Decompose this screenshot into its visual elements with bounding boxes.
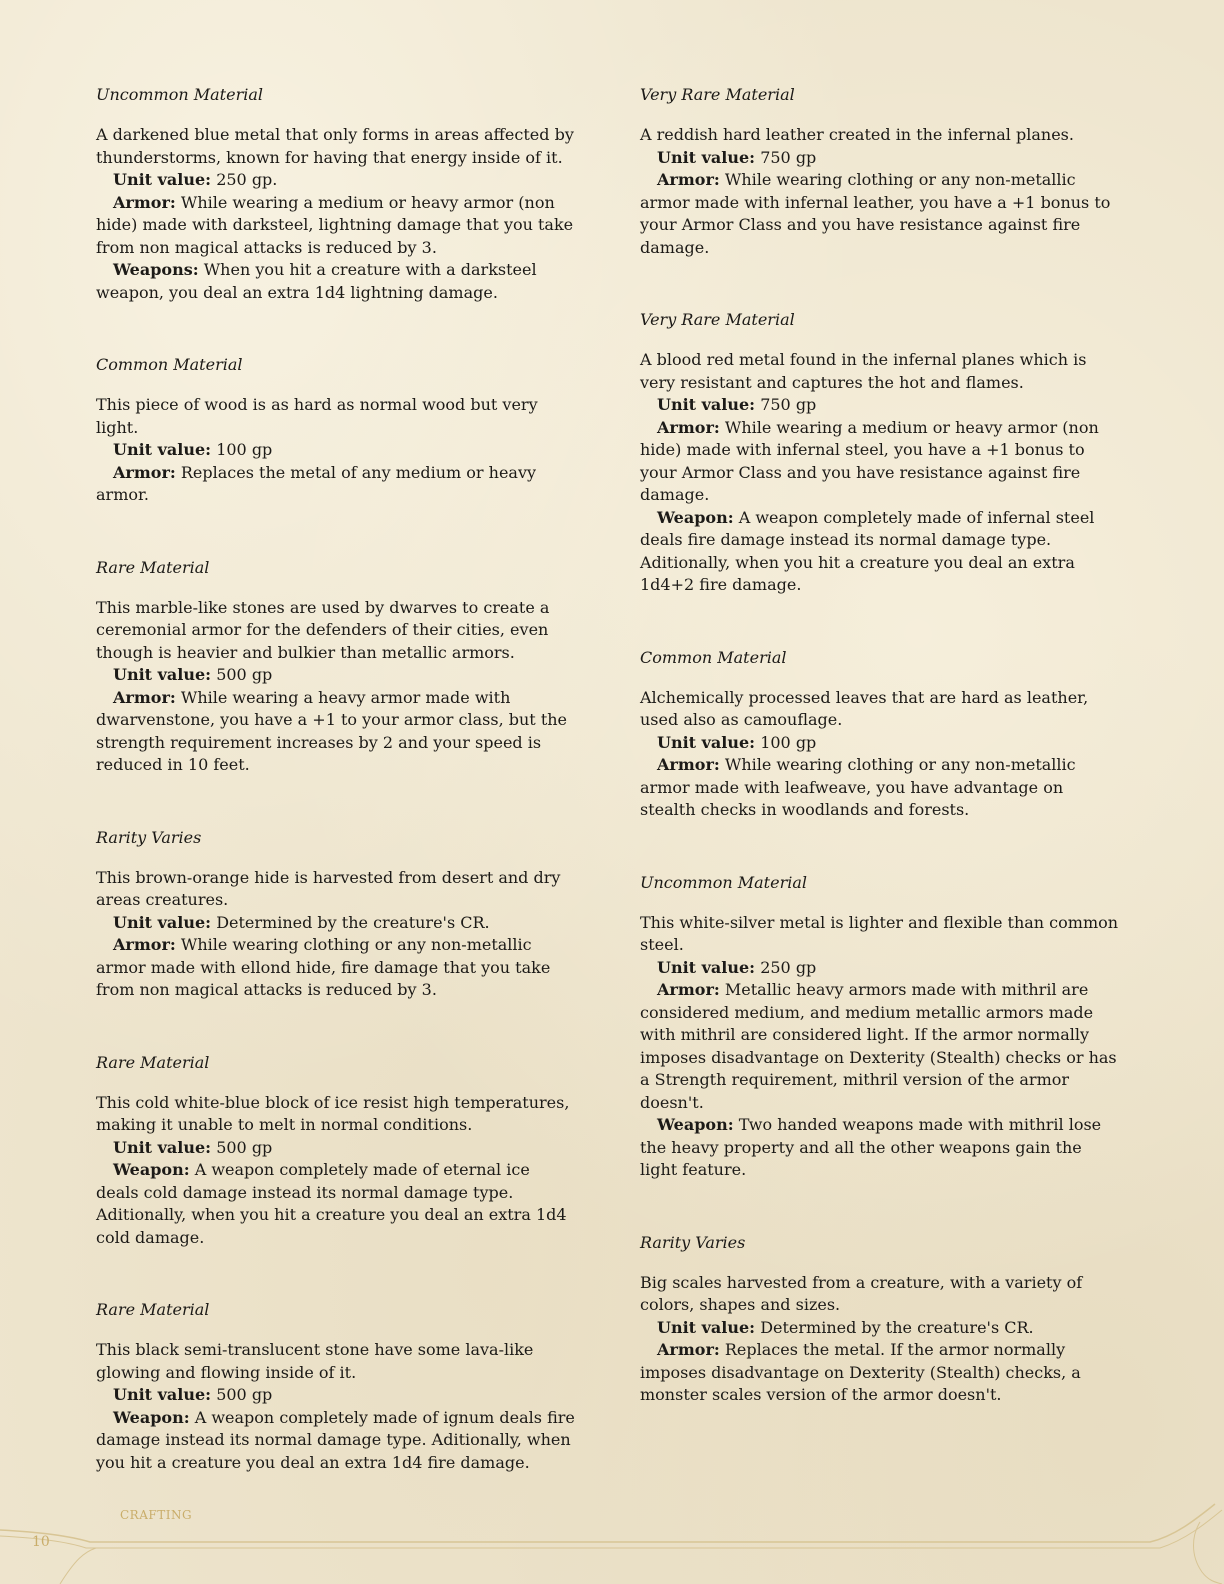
property-line (640, 417, 1120, 507)
property-text: 250 gp (760, 957, 817, 977)
material-entry (640, 84, 1120, 259)
material-description: A darkened blue metal that only forms in areas affected by thunderstorms, known for having that energy inside of it. (96, 125, 574, 167)
property-text: Determined by the creature's CR. (216, 912, 490, 932)
property-label: Weapon: (657, 507, 734, 527)
material-entry (96, 84, 576, 304)
material-entry (96, 1299, 576, 1474)
material-description: This piece of wood is as hard as normal wood but very light. (96, 395, 538, 437)
property-line (96, 664, 576, 687)
property-line (640, 957, 1120, 980)
property-line (640, 979, 1120, 1114)
rarity-label: Rare Material (96, 557, 210, 577)
property-text: While wearing a heavy armor made with dwarvenstone, you have a +1 to your armor class, but the strength requirement increases by 2 and your speed is reduced in 10 feet. (96, 687, 568, 774)
property-label: Unit value: (657, 395, 756, 414)
property-label: Armor: (113, 687, 176, 707)
rarity-label: Very Rare Material (640, 310, 795, 329)
property-line (640, 732, 1120, 755)
property-text: Two handed weapons made with mithril lose the heavy property and all the other weapons gain the light feature. (640, 1115, 1102, 1179)
property-line (96, 1159, 576, 1249)
property-label: Unit value: (657, 1317, 756, 1337)
property-text: Determined by the creature's CR. (760, 1317, 1034, 1337)
material-entry (96, 827, 576, 1002)
property-label: Armor: (657, 417, 720, 437)
property-line (96, 934, 576, 1002)
material-entry (640, 647, 1120, 822)
footer-section-label: CRAFTING (120, 1508, 193, 1522)
property-label: Armor: (113, 462, 176, 482)
property-line (96, 439, 576, 462)
material-description: Alchemically processed leaves that are hard as leather, used also as camouflage. (640, 687, 1089, 729)
material-description: Big scales harvested from a creature, with a variety of colors, shapes and sizes. (640, 1272, 1083, 1314)
property-label: Unit value: (113, 1137, 212, 1157)
property-text: While wearing a medium or heavy armor (non hide) made with darksteel, lightning damage that you take from non magical attacks is reduced by 3. (96, 192, 574, 257)
material-description: This black semi-translucent stone have some lava-like glowing and flowing inside of it. (96, 1340, 534, 1382)
property-label: Weapon: (657, 1115, 734, 1134)
property-text: While wearing clothing or any non-metallic armor made with infernal leather, you have a +1 bonus to your Armor Class and you have resistance against fire damage. (640, 170, 1111, 257)
property-text: 250 gp. (216, 170, 278, 189)
left-column (96, 84, 576, 1524)
material-entry (96, 1052, 576, 1250)
property-label: Armor: (657, 980, 720, 999)
property-label: Unit value: (657, 147, 756, 167)
material-entry (640, 309, 1120, 597)
rarity-label: Uncommon Material (640, 872, 807, 892)
property-label: Unit value: (113, 440, 212, 459)
material-entry (640, 1232, 1120, 1407)
property-label: Unit value: (113, 665, 212, 684)
rarity-label: Rarity Varies (640, 1232, 746, 1252)
rarity-label: Very Rare Material (640, 85, 795, 104)
property-text: 500 gp (216, 1385, 273, 1404)
material-entry (96, 557, 576, 777)
property-label: Armor: (657, 170, 720, 189)
property-label: Unit value: (657, 732, 756, 752)
property-text: 100 gp (216, 440, 273, 459)
property-text: 750 gp (760, 147, 817, 167)
property-line (640, 394, 1120, 417)
material-description: This marble-like stones are used by dwarves to create a ceremonial armor for the defenders of their cities, even though is heavier and bulkier than metallic armors. (96, 597, 550, 662)
property-label: Unit value: (113, 1385, 212, 1404)
page-number: 10 (32, 1534, 50, 1550)
property-label: Weapons: (113, 260, 199, 279)
property-line (640, 507, 1120, 597)
rarity-label: Common Material (96, 355, 243, 374)
rarity-label: Rare Material (96, 1052, 210, 1072)
property-label: Armor: (113, 192, 176, 212)
property-line (640, 1114, 1120, 1182)
property-line (640, 169, 1120, 259)
property-text: A weapon completely made of infernal steel deals fire damage instead its normal damage type. Aditionally, when you hit a creature you deal an extra 1d4+2 fire damage. (640, 507, 1095, 594)
property-text: 500 gp (216, 1137, 273, 1157)
material-description: This brown-orange hide is harvested from desert and dry areas creatures. (96, 867, 561, 909)
property-label: Unit value: (113, 170, 212, 189)
property-label: Weapon: (113, 1407, 190, 1427)
property-line (640, 754, 1120, 822)
property-line (96, 1384, 576, 1407)
material-entry (96, 354, 576, 507)
property-text: 100 gp (760, 732, 817, 752)
property-label: Armor: (113, 935, 176, 954)
property-line (640, 147, 1120, 170)
property-text: Replaces the metal. If the armor normally imposes disadvantage on Dexterity (Stealth) checks, a monster scales version of the armor doesn't. (640, 1340, 1081, 1404)
property-label: Weapon: (113, 1160, 190, 1179)
right-column (640, 84, 1120, 1457)
rarity-label: Rare Material (96, 1300, 210, 1319)
property-line (96, 912, 576, 935)
property-text: Metallic heavy armors made with mithril are considered medium, and medium metallic armors made with mithril are considered light. If the armor normally imposes disadvantage on Dexterity (Stealth) checks or has a Strength requirement, mithril version of the armor doesn't. (640, 980, 1117, 1112)
property-line (640, 1339, 1120, 1407)
rarity-label: Common Material (640, 647, 787, 667)
property-line (96, 1137, 576, 1160)
property-text: A weapon completely made of ignum deals fire damage instead its normal damage type. Aditionally, when you hit a creature you deal an extra 1d4 fire damage. (96, 1407, 575, 1472)
property-text: While wearing a medium or heavy armor (non hide) made with infernal steel, you have a +1 bonus to your Armor Class and you have resistance against fire damage. (640, 417, 1099, 504)
property-line (96, 1407, 576, 1475)
property-label: Unit value: (657, 957, 756, 977)
property-text: Replaces the metal of any medium or heavy armor. (96, 462, 537, 504)
material-entry (640, 872, 1120, 1182)
property-text: While wearing clothing or any non-metallic armor made with leafweave, you have advantage on stealth checks in woodlands and forests. (640, 755, 1076, 819)
property-line (96, 462, 576, 507)
property-line (96, 192, 576, 260)
property-label: Unit value: (113, 912, 212, 932)
property-text: While wearing clothing or any non-metallic armor made with ellond hide, fire damage that you take from non magical attacks is reduced by 3. (96, 935, 551, 999)
material-description: This cold white-blue block of ice resist high temperatures, making it unable to melt in normal conditions. (96, 1092, 570, 1134)
material-description: A reddish hard leather created in the infernal planes. (640, 125, 1074, 144)
property-label: Armor: (657, 1340, 720, 1359)
rarity-label: Uncommon Material (96, 85, 263, 104)
property-text: A weapon completely made of eternal ice deals cold damage instead its normal damage type. Aditionally, when you hit a creature you deal an extra 1d4 cold damage. (96, 1160, 567, 1247)
property-line (96, 259, 576, 304)
property-line (96, 687, 576, 777)
material-description: This white-silver metal is lighter and flexible than common steel. (640, 912, 1119, 954)
rarity-label: Rarity Varies (96, 827, 202, 847)
material-description: A blood red metal found in the infernal planes which is very resistant and captures the hot and flames. (640, 350, 1087, 392)
property-line (640, 1317, 1120, 1340)
property-label: Armor: (657, 755, 720, 774)
property-line (96, 169, 576, 192)
property-text: 750 gp (760, 395, 817, 414)
property-text: 500 gp (216, 665, 273, 684)
property-text: When you hit a creature with a darksteel weapon, you deal an extra 1d4 lightning damage. (96, 260, 537, 302)
